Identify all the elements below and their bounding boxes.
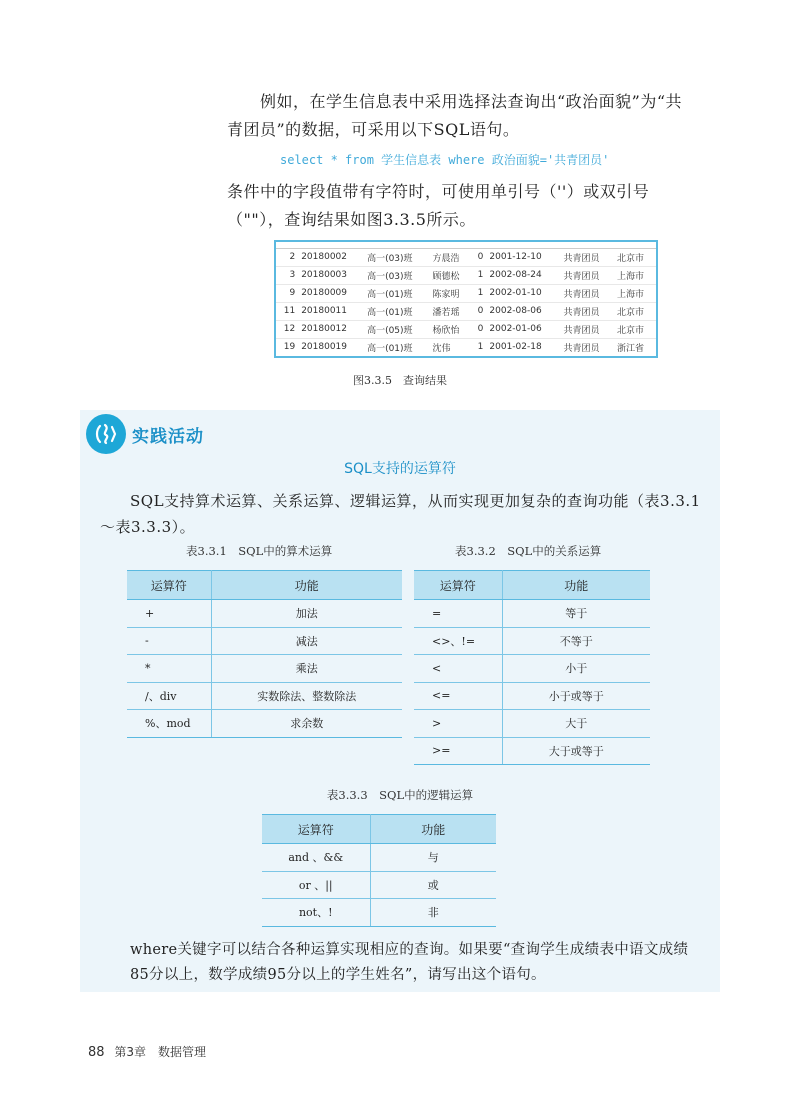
function-cell: 小于 xyxy=(502,655,650,683)
result-cell: 19 xyxy=(276,338,298,356)
operator-cell: not、! xyxy=(262,899,370,927)
operator-cell: or 、|| xyxy=(262,871,370,899)
table3-caption: 表3.3.3 SQL中的逻辑运算 xyxy=(326,788,474,802)
arithmetic-row xyxy=(127,600,402,628)
result-cell: 北京市 xyxy=(614,248,656,266)
page-footer xyxy=(88,1043,206,1060)
arithmetic-operators-table xyxy=(127,570,402,738)
practice-title: 实践活动 xyxy=(132,426,204,447)
practice-subtitle: SQL支持的运算符 xyxy=(344,461,456,477)
logical-row xyxy=(262,844,496,872)
operator-cell: and 、&& xyxy=(262,844,370,872)
relational-row xyxy=(414,627,650,655)
operator-cell: + xyxy=(127,600,211,628)
query-result-screenshot xyxy=(274,240,658,358)
operator-cell: - xyxy=(127,627,211,655)
function-cell: 大于或等于 xyxy=(502,737,650,765)
function-cell: 大于 xyxy=(502,710,650,738)
result-cell: 1 xyxy=(471,284,486,302)
result-cell: 高一(03)班 xyxy=(364,248,429,266)
result-cell: 高一(03)班 xyxy=(364,266,429,284)
logical-row xyxy=(262,899,496,927)
table2-header-function: 功能 xyxy=(502,571,650,600)
result-cell: 北京市 xyxy=(614,302,656,320)
relational-row xyxy=(414,655,650,683)
result-cell: 潘若瑶 xyxy=(430,302,472,320)
arithmetic-row xyxy=(127,655,402,683)
arithmetic-row xyxy=(127,627,402,655)
result-cell: 20180002 xyxy=(298,248,364,266)
paragraph-intro: 例如，在学生信息表中采用选择法查询出“政治面貌”为“共青团员”的数据，可采用以下SQL语句。 xyxy=(227,92,683,139)
result-cell: 20180009 xyxy=(298,284,364,302)
result-cell: 共青团员 xyxy=(561,338,614,356)
result-cell: 0 xyxy=(471,320,486,338)
operator-cell: /、div xyxy=(127,682,211,710)
relational-row xyxy=(414,600,650,628)
operator-cell: <= xyxy=(414,682,502,710)
operator-cell: >= xyxy=(414,737,502,765)
result-cell: 9 xyxy=(276,284,298,302)
function-cell: 减法 xyxy=(211,627,402,655)
result-cell: 2002-08-24 xyxy=(486,266,560,284)
result-row xyxy=(276,266,656,284)
result-cell: 12 xyxy=(276,320,298,338)
table2-header-operator: 运算符 xyxy=(414,571,502,600)
result-cell: 0 xyxy=(471,248,486,266)
result-cell: 20180011 xyxy=(298,302,364,320)
function-cell: 加法 xyxy=(211,600,402,628)
result-cell: 共青团员 xyxy=(561,284,614,302)
result-cell: 共青团员 xyxy=(561,302,614,320)
function-cell: 非 xyxy=(370,899,496,927)
operator-cell: = xyxy=(414,600,502,628)
result-cell: 1 xyxy=(471,338,486,356)
result-cell: 2 xyxy=(276,248,298,266)
relational-operators-table xyxy=(414,570,650,765)
result-cell: 20180019 xyxy=(298,338,364,356)
table1-header-function: 功能 xyxy=(211,571,402,600)
result-cell: 2002-01-06 xyxy=(486,320,560,338)
result-row xyxy=(276,338,656,356)
result-cell: 2002-08-06 xyxy=(486,302,560,320)
result-cell: 2002-01-10 xyxy=(486,284,560,302)
result-cell: 方晨浩 xyxy=(430,248,472,266)
function-cell: 或 xyxy=(370,871,496,899)
relational-row xyxy=(414,737,650,765)
operator-cell: > xyxy=(414,710,502,738)
result-cell: 高一(01)班 xyxy=(364,338,429,356)
logical-row xyxy=(262,871,496,899)
result-cell: 20180003 xyxy=(298,266,364,284)
practice-intro: SQL支持算术运算、关系运算、逻辑运算，从而实现更加复杂的查询功能（表3.3.1～表3.3.3）。 xyxy=(100,492,701,536)
result-cell: 沈伟 xyxy=(430,338,472,356)
function-cell: 等于 xyxy=(502,600,650,628)
relational-row xyxy=(414,682,650,710)
result-cell: 高一(01)班 xyxy=(364,284,429,302)
function-cell: 乘法 xyxy=(211,655,402,683)
result-row xyxy=(276,302,656,320)
table2-caption: 表3.3.2 SQL中的关系运算 xyxy=(455,544,602,558)
function-cell: 小于或等于 xyxy=(502,682,650,710)
relational-row xyxy=(414,710,650,738)
result-cell: 2001-12-10 xyxy=(486,248,560,266)
table1-header-operator: 运算符 xyxy=(127,571,211,600)
result-cell: 共青团员 xyxy=(561,320,614,338)
operator-cell: < xyxy=(414,655,502,683)
operator-cell: * xyxy=(127,655,211,683)
result-row xyxy=(276,284,656,302)
activity-badge-icon xyxy=(86,414,126,454)
practice-header xyxy=(86,414,204,454)
result-cell: 上海市 xyxy=(614,266,656,284)
table3-header-function: 功能 xyxy=(370,815,496,844)
result-cell: 陈家明 xyxy=(430,284,472,302)
result-cell: 高一(01)班 xyxy=(364,302,429,320)
function-cell: 求余数 xyxy=(211,710,402,738)
result-cell: 浙江省 xyxy=(614,338,656,356)
practice-question: where关键字可以结合各种运算实现相应的查询。如果要“查询学生成绩表中语文成绩85分以上，数学成绩95分以上的学生姓名”，请写出这个语句。 xyxy=(130,942,689,983)
figure-caption: 图3.3.5 查询结果 xyxy=(353,374,447,387)
result-cell: 共青团员 xyxy=(561,266,614,284)
result-cell: 3 xyxy=(276,266,298,284)
result-cell: 2001-02-18 xyxy=(486,338,560,356)
paragraph-quotes: 条件中的字段值带有字符时，可使用单引号（''）或双引号（""），查询结果如图3.3.5所示。 xyxy=(227,182,650,229)
table1-caption: 表3.3.1 SQL中的算术运算 xyxy=(186,544,333,558)
query-result-table xyxy=(276,242,656,357)
result-cell: 高一(05)班 xyxy=(364,320,429,338)
sql-code-line: select * from 学生信息表 where 政治面貌='共青团员' xyxy=(280,153,610,167)
function-cell: 不等于 xyxy=(502,627,650,655)
result-cell: 11 xyxy=(276,302,298,320)
operator-cell: <>、!= xyxy=(414,627,502,655)
operator-cell: %、mod xyxy=(127,710,211,738)
chapter-label: 第3章 数据管理 xyxy=(114,1045,207,1059)
result-row xyxy=(276,248,656,266)
function-cell: 与 xyxy=(370,844,496,872)
result-cell: 1 xyxy=(471,266,486,284)
result-cell: 共青团员 xyxy=(561,248,614,266)
logical-operators-table xyxy=(262,814,496,927)
result-cell: 0 xyxy=(471,302,486,320)
arithmetic-row xyxy=(127,682,402,710)
result-cell: 20180012 xyxy=(298,320,364,338)
function-cell: 实数除法、整数除法 xyxy=(211,682,402,710)
result-cell: 顾德松 xyxy=(430,266,472,284)
result-cell: 北京市 xyxy=(614,320,656,338)
result-row xyxy=(276,320,656,338)
page-number: 88 xyxy=(88,1045,105,1060)
arithmetic-row xyxy=(127,710,402,738)
table3-header-operator: 运算符 xyxy=(262,815,370,844)
result-cell: 上海市 xyxy=(614,284,656,302)
result-cell: 杨欣怡 xyxy=(430,320,472,338)
